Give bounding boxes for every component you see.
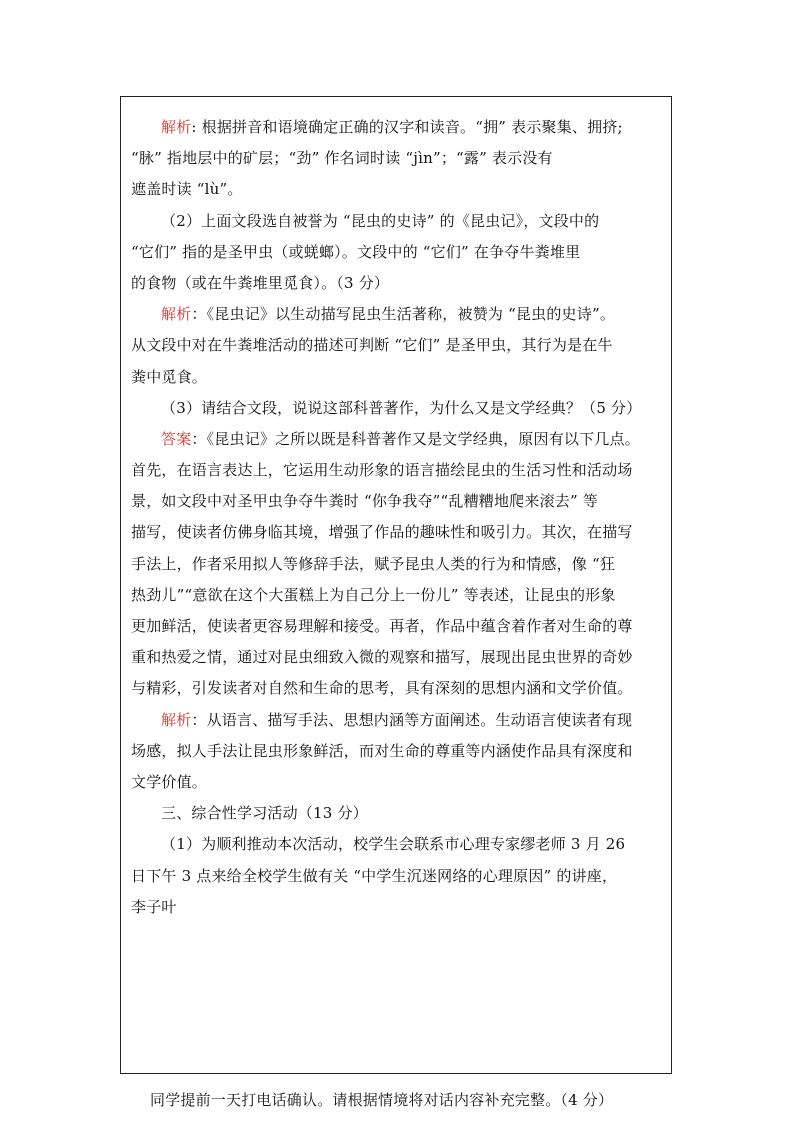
analysis-label: 解析	[161, 305, 192, 324]
text-line: 景，如文段中对圣甲虫争夺牛粪时 “你争我夺”“乱糟糟地爬来滚去” 等	[131, 492, 599, 511]
section-title: 三、综合性学习活动（13 分）	[161, 804, 368, 823]
text-line: （2）上面文段选自被誉为 “昆虫的史诗” 的《昆虫记》，文段中的	[161, 211, 600, 230]
question-3-1-paragraph	[131, 829, 663, 923]
analysis-label: 解析	[161, 710, 192, 729]
text-line: 答案：《昆虫记》之所以既是科普著作又是文学经典，原因有以下几点。	[161, 429, 640, 448]
analysis-paragraph-3	[131, 705, 663, 799]
text-line: 解析：从语言、描写手法、思想内涵等方面阐述。生动语言使读者有现	[161, 710, 633, 729]
question-2-paragraph	[131, 206, 663, 300]
section-heading-3	[131, 798, 663, 829]
continuation-text: 同学提前一天打电话确认。请根据情境将对话内容补充完整。（4 分）	[150, 1091, 614, 1109]
text-line: 粪中觅食。	[131, 367, 208, 386]
text-line: 热劲儿”“意欲在这个大蛋糕上为自己分上一份儿” 等表述，让昆虫的形象	[131, 585, 616, 604]
text-line: 手法上，作者采用拟人等修辞手法，赋予昆虫人类的行为和情感，像 “狂	[131, 554, 616, 573]
text-line: 场感，拟人手法让昆虫形象鲜活，而对生命的尊重等内涵使作品具有深度和	[131, 741, 633, 760]
text-line: 更加鲜活，使读者更容易理解和接受。再者，作品中蕴含着作者对生命的尊	[131, 617, 633, 635]
text-line: “它们” 指的是圣甲虫（或蜣螂）。文段中的 “它们” 在争夺牛粪堆里	[131, 242, 581, 261]
text-line: 从文段中对在牛粪堆活动的描述可判断 “它们” 是圣甲虫，其行为是在牛	[131, 336, 613, 355]
text-line: 重和热爱之情，通过对昆虫细致入微的观察和描写，展现出昆虫世界的奇妙	[131, 648, 633, 667]
text-line: 的食物（或在牛粪堆里觅食）。（3 分）	[131, 273, 390, 292]
text-line: 解析：《昆虫记》以生动描写昆虫生活著称，被赞为 “昆虫的史诗”。	[161, 305, 616, 324]
text-line: 解析: 根据拼音和语境确定正确的汉字和读音。“拥” 表示聚集、拥挤;	[161, 118, 623, 136]
answer-label: 答案	[161, 429, 192, 448]
analysis-paragraph-2	[131, 299, 663, 393]
text-line: “脉” 指地层中的矿层；“劲” 作名词时读 “jìn”；“露” 表示没有	[131, 149, 553, 168]
text-line: 日下午 3 点来给全校学生做有关 “中学生沉迷网络的心理原因” 的讲座，	[131, 866, 618, 885]
text-line: 李子叶	[131, 897, 177, 916]
answer-paragraph-3	[131, 424, 663, 705]
question-3-paragraph	[131, 393, 663, 424]
text-line: 首先，在语言表达上，它运用生动形象的语言描绘昆虫的生活习性和活动场	[131, 461, 633, 480]
text-line: 遮盖时读 “lù”。	[131, 180, 243, 199]
analysis-label: 解析	[161, 118, 192, 136]
text-line: （1）为顺利推动本次活动，校学生会联系市心理专家缪老师 3 月 26	[161, 835, 626, 854]
text-line: 与精彩，引发读者对自然和生命的思考，具有深刻的思想内涵和文学价值。	[131, 679, 633, 698]
text-line: 描写，使读者仿佛身临其境，增强了作品的趣味性和吸引力。其次，在描写	[131, 523, 633, 542]
text-line: 文学价值。	[131, 772, 208, 791]
text-line: （3）请结合文段，说说这部科普著作，为什么又是文学经典？（5 分）	[161, 398, 642, 417]
answer-box-content	[131, 112, 663, 923]
analysis-paragraph-1	[131, 112, 663, 206]
